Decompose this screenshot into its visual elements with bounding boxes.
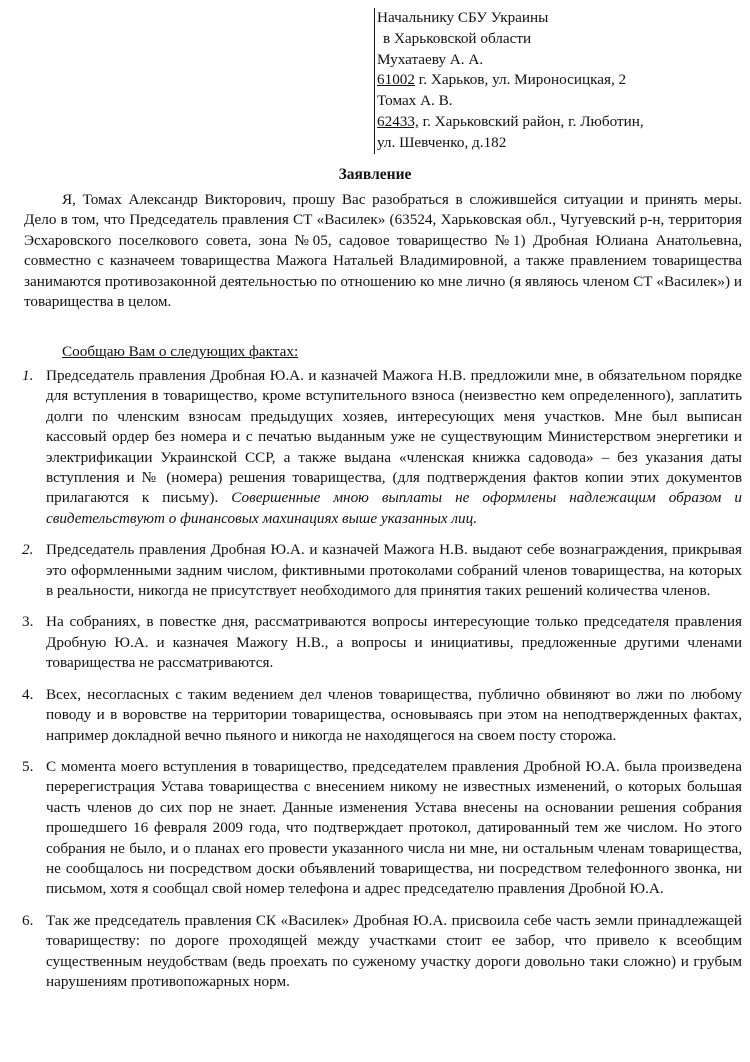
postal-code: 62433, bbox=[377, 112, 419, 130]
addressee-line: в Харьковской области bbox=[383, 29, 532, 47]
item-text: На собраниях, в повестке дня, рассматриваются вопросы интересующие только председателя правления Дробную Ю.А. и казначея Мажогу Н.В., а вопросы и инициативы, предложенные другими членами товарищества не рассматриваются. bbox=[46, 613, 742, 672]
sender-address bbox=[377, 112, 747, 133]
list-item bbox=[0, 911, 742, 993]
facts-header: Сообщаю Вам о следующих фактах: bbox=[62, 343, 299, 360]
item-number: 5. bbox=[22, 757, 34, 775]
list-item bbox=[0, 757, 742, 900]
addressee-address bbox=[377, 70, 747, 91]
item-text: Всех, несогласных с таким ведением дел членов товарищества, публично обвиняют во лжи по любому поводу и в воровстве на территории товарищества, основываясь при этом на неподтвержденных фактах, например докладной вечно пьяного и никогда не находящегося на своем посту сторожа. bbox=[46, 685, 742, 744]
document-title: Заявление bbox=[338, 166, 412, 183]
item-text: С момента моего вступления в товарищество, председателем правления Дробной Ю.А. была произведена перерегистрация Устава товарищества с внесением никому не известных изменений, о которых большая часть членов до сих пор не знает. Данные изменения Устава внесены на основании решения собрания прошедшего 16 февраля 2009 года, что подтверждает протокол, датированный тем же числом. Но этого собрания не было, и о планах его провести указанного числа ни мне, ни остальным членам товарищества, не сообщалось ни посредством доски объявлений товарищества, ни посредством телефонного звонка, ни письмом, хотя я сообщал свой номер телефона и адрес председателю правления Дробной Ю.А. bbox=[46, 757, 742, 898]
list-item bbox=[0, 612, 742, 673]
sender-name: Томах А. В. bbox=[377, 92, 453, 110]
item-text: Так же председатель правления СК «Василек» Дробная Ю.А. присвоила себе часть земли принадлежащей товариществу: по дороге проходящей между участками стоит ее забор, что привело к всеобщим существенным неудобствам (ведь проехать по суженому участку дороги довольно таки сложно) и грубым нарушениям противопожарных норм. bbox=[46, 911, 742, 990]
item-number: 1. bbox=[22, 367, 34, 384]
postal-code: 61002 bbox=[377, 71, 415, 89]
item-number: 4. bbox=[22, 685, 34, 703]
addressee-line: Мухатаеву А. А. bbox=[377, 50, 484, 68]
addressee-line: Начальнику СБУ Украины bbox=[377, 9, 549, 26]
facts-list bbox=[0, 366, 750, 1003]
address-text: г. Харьков, ул. Мироносицкая, 2 bbox=[418, 71, 627, 89]
item-note: Совершенные мною выплаты не оформлены надлежащим образом и свидетельствуют о финансовых махинациях выше указанных лиц. bbox=[46, 489, 742, 527]
item-number: 6. bbox=[22, 911, 34, 929]
item-number: 2. bbox=[22, 541, 34, 559]
item-text: Председатель правления Дробная Ю.А. и казначей Мажога Н.В. выдают себе вознаграждения, прикрывая это оформленными задним числом, фиктивными протоколами собраний членов товарищества, на которых в реальности, никогда не присутствует необходимого для принятия таких решений количества членов. bbox=[46, 541, 742, 600]
addressee-block bbox=[374, 8, 747, 154]
item-text: Председатель правления Дробная Ю.А. и казначей Мажога Н.В. предложили мне, в обязательном порядке для вступления в товарищество, кроме вступительного взноса (неизвестно кем определенного), заплатить долги по членским взносам предыдущих хозяев, интересующих меня участков. Мне был выписан кассовый ордер без номера и с печатью выданным уже не существующим Министерством энергетики и электрификации Украинской ССР, а также выдана «членская книжка садовода» – без указания даты вступления и № (номера) решения товарищества, (для подтверждения фактов копии этих документов прилагаются к письму). bbox=[46, 367, 742, 507]
list-item bbox=[0, 540, 742, 601]
sender-address-street: ул. Шевченко, д.182 bbox=[377, 133, 507, 151]
address-text: г. Харьковский район, г. Люботин, bbox=[422, 112, 644, 130]
list-item bbox=[0, 685, 742, 746]
item-number: 3. bbox=[22, 613, 34, 631]
list-item bbox=[0, 366, 742, 529]
intro-paragraph: Я, Томах Александр Викторович, прошу Вас разобраться в сложившейся ситуации и принять меры. Дело в том, что Председатель правления СТ «Василек» (63524, Харьковская обл., Чугуевский р-н, территория Эсхаровского поселкового совета, зона №05, садовое товарищество №1) Дробная Юлиана Анатольевна, совместно с казначеем товарищества Мажога Натальей Владимировной, а также правлением товарищества занимаются противозаконной деятельностью по отношению ко мне лично (я являюсь членом СТ «Василек») и товарищества в целом. bbox=[24, 191, 742, 311]
